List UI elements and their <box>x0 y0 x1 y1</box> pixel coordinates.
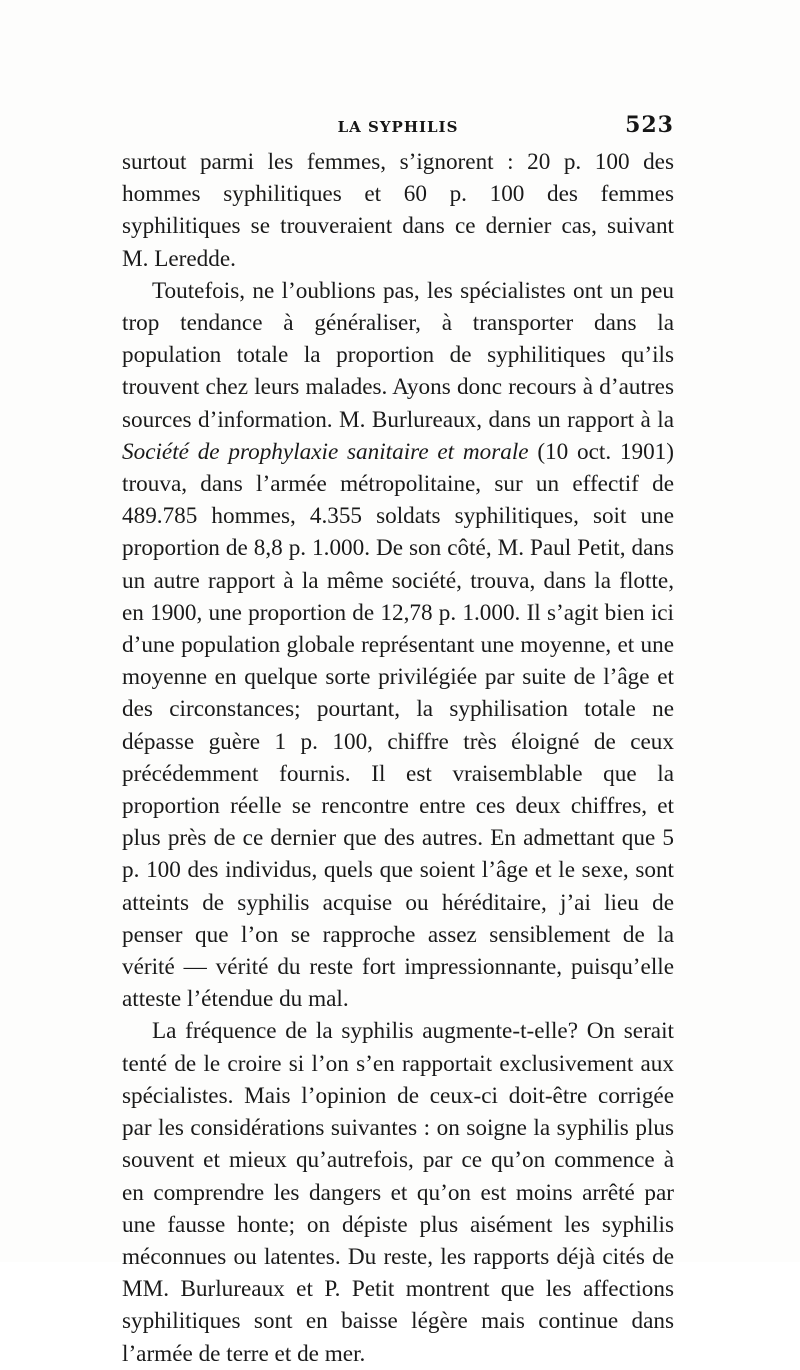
paragraph-frequency: La fréquence de la syphilis augmente-t-elle? On serait tenté de le croire si l’on s’en rapportait exclusivement aux spécialistes. Mais l’opinion de ceux-ci doit-être corrigée par les considérations suivantes : on soigne la syphilis plus souvent et mieux qu’autrefois, par ce qu’on commence à en comprendre les dangers et qu’on est moins arrêté par une fausse honte; on dépiste plus aisément les syphilis méconnues ou latentes. Du reste, les rapports déjà cités de MM. Burlureaux et P. Petit montrent que les affections syphilitiques sont en baisse légère mais continue dans l’armée de terre et de mer. <box>122 1018 674 1367</box>
paragraph-proportion-part1: Toutefois, ne l’oublions pas, les spécialistes ont un peu trop tendance à généraliser, à transporter dans la population totale la proportion de syphilitiques qu’ils trouvent chez leurs malades. Ayons donc recours à d’autres sources d’information. M. Burlureaux, dans un rapport à la <box>122 277 674 433</box>
body-text <box>122 146 674 1370</box>
society-name-italic: Société de prophylaxie sanitaire et morale <box>122 438 529 465</box>
running-title: LA SYPHILIS <box>337 118 459 136</box>
running-head <box>122 112 674 142</box>
paragraph-proportion-part2: (10 oct. 1901) trouva, dans l’armée métropolitaine, sur un effectif de 489.785 hommes, 4.355 soldats syphilitiques, soit une proportion de 8,8 p. 1.000. De son côté, M. Paul Petit, dans un autre rapport à la même société, trouva, dans la flotte, en 1900, une proportion de 12,78 p. 1.000. Il s’agit bien ici d’une population globale représentant une moyenne, et une moyenne en quelque sorte privilégiée par suite de l’âge et des circonstances; pourtant, la syphilisation totale ne dépasse guère 1 p. 100, chiffre très éloigné de ceux précédemment fournis. Il est vraisemblable que la proportion réelle se rencontre entre ces deux chiffres, et plus près de ce dernier que des autres. En admettant que 5 p. 100 des individus, quels que soient l’âge et le sexe, sont atteints de syphilis acquise ou héréditaire, j’ai lieu de penser que l’on se rapproche assez sensiblement de la vérité — vérité du reste fort impressionnante, puisqu’elle atteste l’étendue du mal. <box>122 438 674 1013</box>
page-number: 523 <box>625 112 674 138</box>
paragraph-continuation: surtout parmi les femmes, s’ignorent : 20 p. 100 des hommes syphilitiques et 60 p. 100 des femmes syphilitiques se trouveraient dans ce dernier cas, suivant M. Leredde. <box>122 149 674 272</box>
paragraph-proportion <box>122 275 674 1016</box>
